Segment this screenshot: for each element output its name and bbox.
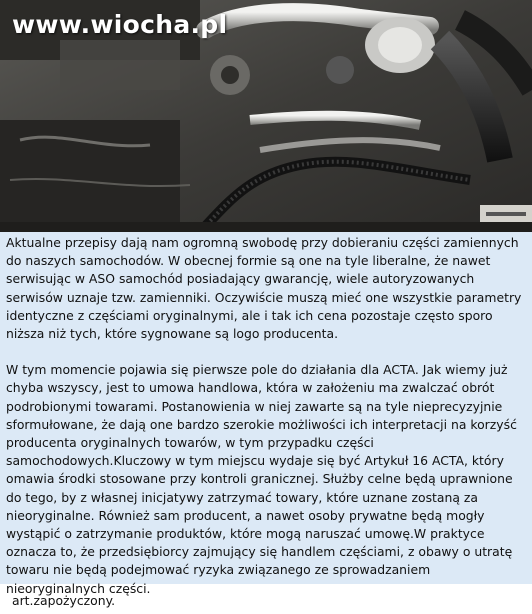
- engine-bay-photo: [0, 0, 532, 232]
- article-text-block: [0, 232, 532, 596]
- site-watermark: www.wiocha.pl: [12, 10, 228, 39]
- article-paragraph: Aktualne przepisy dają nam ogromną swobodę przy dobieraniu części zamiennych do naszych samochodów. W obecnej formie są one na tyle liberalne, że nawet serwisując w ASO samochód posiadający gwarancję, wiele autoryzowanych serwisów uznaje tzw. zamienniki. Oczywiście muszą mieć one wszystkie parametry identyczne z częściami oryginalnymi, ale i tak ich cena pozostaje często sporo niższa niż tych, które sygnowane są logo producenta.: [6, 235, 522, 342]
- article-paragraph: W tym momencie pojawia się pierwsze pole do działania dla ACTA. Jak wiemy już chyba wszyscy, jest to umowa handlowa, która w założeniu ma zwalczać obrót podrobionymi towarami. Postanowienia w niej zawarte są na tyle nieprecyzyjnie sformułowane, że dają one bardzo szerokie możliwości ich interpretacji na korzyść producenta oryginalnych towarów, w tym przypadku części samochodowych.Kluczowy w tym miejscu wydaje się być Artykuł 16 ACTA, który omawia środki stosowane przy kontroli granicznej. Służby celne będą uprawnione do tego, by z własnej inicjatywy zatrzymać towary, które uznane zostaną za nieoryginalne. Również sam producent, a nawet osoby prywatne będą mogły wystąpić o zatrzymanie produktów, które mogą naruszać umowę.W praktyce oznacza to, że przedsiębiorcy zajmujący się handlem częściami, z obawy o utratę towaru nie będą podejmować ryzyka związanego ze sprowadzaniem nieoryginalnych części.: [6, 362, 517, 596]
- source-note: art.zapożyczony.: [12, 593, 116, 608]
